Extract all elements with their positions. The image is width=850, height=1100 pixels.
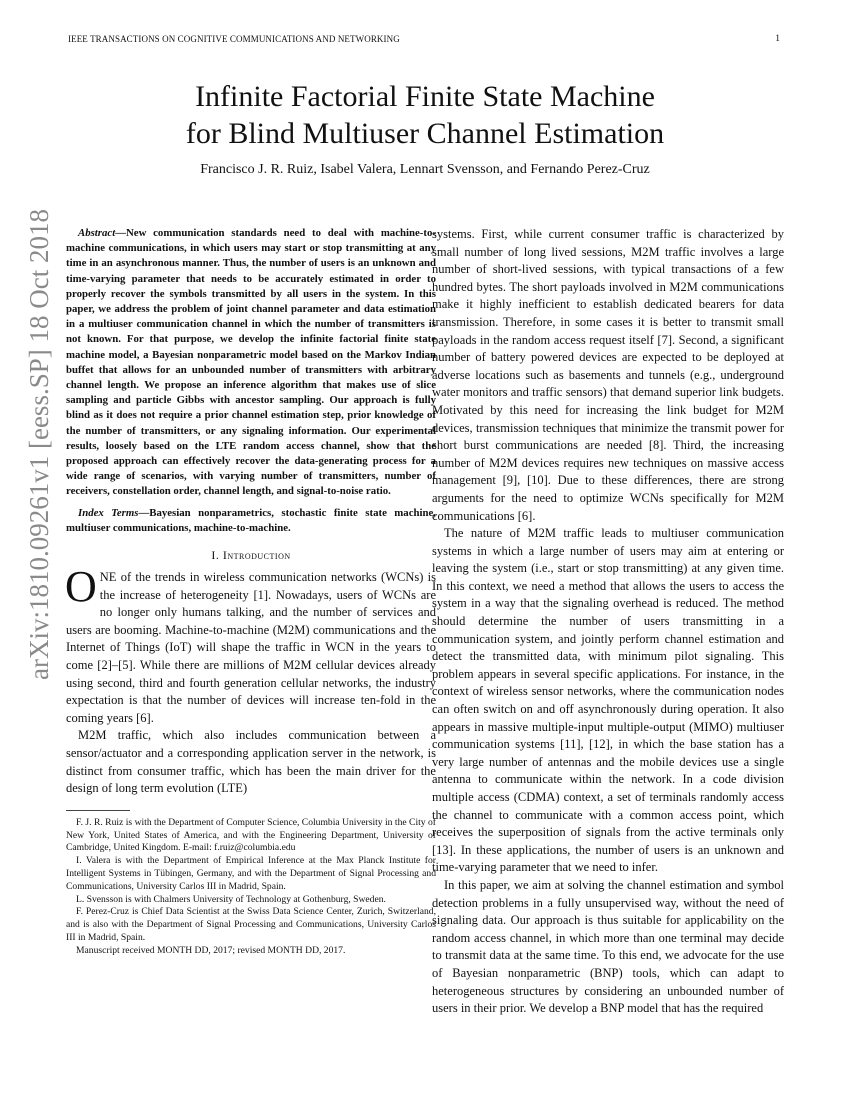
arxiv-stamp-text: arXiv:1810.09261v1 [eess.SP] 18 Oct 2018 <box>24 209 54 680</box>
running-head: IEEE TRANSACTIONS ON COGNITIVE COMMUNICATIONS AND NETWORKING <box>68 34 400 44</box>
footnote-ruiz: F. J. R. Ruiz is with the Department of Computer Science, Columbia University in the City of New York, United States of America, and with the Engineering Department, University of Cambridge, United Kingdom. E-mail: f.ruiz@columbia.edu <box>66 816 436 854</box>
footnote-perez-cruz: F. Perez-Cruz is Chief Data Scientist at the Swiss Data Science Center, Zurich, Switzerland, and is also with the Department of Signal Processing and Communications, University Carlos III in Madrid, Spain. <box>66 906 436 943</box>
abstract-text: —New communication standards need to deal with machine-to-machine communications, in which users may start or stop transmitting at any time in an asynchronous manner. Thus, the number of users is an unknown and time-varying parameter that needs to be accurately estimated in order to properly recover the symbols transmitted by all users in the system. In this paper, we address the problem of joint channel parameter and data estimation in a multiuser communication channel in which the number of transmitters is not known. For that purpose, we develop the infinite factorial finite state machine model, a Bayesian nonparametric model based on the Markov Indian buffet that allows for an unbounded number of transmitters with arbitrary channel length. We propose an inference algorithm that makes use of slice sampling and particle Gibbs with ancestor sampling. Our approach is fully blind as it does not require a prior channel estimation step, prior knowledge of the number of transmitters, or any signaling information. Our experimental results, loosely based on the LTE random access channel, show that the proposed approach can effectively recover the data-generating process for a wide range of scenarios, with varying number of transmitters, number of receivers, constellation order, channel length, and signal-to-noise ratio. <box>66 227 436 498</box>
author-list: Francisco J. R. Ruiz, Isabel Valera, Lennart Svensson, and Fernando Perez-Cruz <box>200 162 650 177</box>
abstract-label: Abstract <box>78 227 116 239</box>
footnote-divider <box>66 810 130 811</box>
footnote-manuscript: Manuscript received MONTH DD, 2017; revised MONTH DD, 2017. <box>76 944 346 956</box>
right-column <box>432 226 784 1018</box>
index-terms <box>66 506 436 536</box>
title-line-1: Infinite Factorial Finite State Machine <box>195 80 655 113</box>
intro-paragraph-2: M2M traffic, which also includes communication between a sensor/actuator and a corresponding application server in the network, is distinct from consumer traffic, which has been the main driver for the design of long term evolution (LTE) <box>66 728 436 796</box>
dropcap: O <box>65 562 97 612</box>
section-heading-introduction: I. Introduction <box>211 548 291 563</box>
index-terms-text: —Bayesian nonparametrics, stochastic finite state machine, multiuser communications, machine-to-machine. <box>66 506 436 534</box>
right-paragraph-1: systems. First, while current consumer traffic is characterized by small number of long lived sessions, M2M traffic involves a large number of short-lived sessions, with typical transactions of a few hundred bytes. The short payloads involved in M2M communications make it highly inefficient to establish dedicated bearers for data transmission. Therefore, in some cases it is better to transmit small payloads in the random access request itself [7]. Second, a significant number of battery powered devices are expected to be deployed at adverse locations such as basements and tunnels (e.g., underground water monitors and traffic sensors) that demand superior link budgets. Motivated by this need for increasing the link budget for M2M devices, transmission techniques that minimize the transmit power for short burst communications are needed [8]. Third, the increasing number of M2M devices requires new techniques on massive access management [9], [10]. Due to these differences, there are strong arguments for the need to optimize WCNs specifically for M2M communications [6]. <box>432 227 784 523</box>
intro-paragraph-1 <box>65 562 436 727</box>
index-terms-label: Index Terms <box>78 506 139 519</box>
paper-title <box>60 78 790 152</box>
right-paragraph-3: In this paper, we aim at solving the channel estimation and symbol detection problems in a fully unsupervised way, without the need of signaling data. Our approach is thus suitable for applicability on the random access channel, in which more than one terminal may decide to transmit data at the same time. To this end, we advocate for the use of Bayesian nonparametric (BNP) tools, which can adapt to heterogeneous structures by considering an unbounded number of users in their prior. We develop a BNP model that has the required <box>432 877 784 1016</box>
title-line-2: for Blind Multiuser Channel Estimation <box>185 117 665 150</box>
footnote-svensson: L. Svensson is with Chalmers University of Technology at Gothenburg, Sweden. <box>76 893 386 905</box>
page-number: 1 <box>775 34 780 44</box>
intro-paragraph-1-text: NE of the trends in wireless communication networks (WCNs) is the increase of heterogeneity [1]. Nowadays, users of WCNs are no longer only humans talking, and the number of services and users are booming. Machine-to-machine (M2M) communications and the Internet of Things (IoT) will shape the traffic in WCN in the years to come [2]–[5]. While there are millions of M2M cellular devices already using second, third and fourth generation cellular networks, the industry expectation is that the number of devices will increase ten-fold in the coming years [6]. <box>66 570 436 725</box>
left-column <box>66 226 436 958</box>
footnote-valera: I. Valera is with the Department of Empirical Inference at the Max Planck Institute for Intelligent Systems in Tübingen, Germany, and with the Department of Signal Processing and Communications, University Carlos III in Madrid, Spain. <box>66 855 436 892</box>
abstract <box>66 226 436 500</box>
right-paragraph-2: The nature of M2M traffic leads to multiuser communication systems in which a large number of users may aim at entering or leaving the system (i.e., start or stop transmitting) at any given time. In this context, we need a method that allows the users to access the system in a way that the signaling overhead is reduced. The method should determine the number of users transmitting in a communication system, and jointly perform channel estimation and detect the transmitted data, with minimum pilot signaling. This problem appears in several specific applications. For instance, in the context of wireless sensor networks, where the communication nodes can often switch on and off asynchronously during operation. It also appears in massive multiple-input multiple-output (MIMO) multiuser communication systems [11], [12], in which the base station has a very large number of antennas and the mobile devices use a single antenna to communicate within the network. In a code division multiple access (CDMA) context, a set of terminals randomly access the channel to communicate with a common access point, which receives the superposition of signals from the active terminals only [13]. In these applications, the number of users is an unknown and time-varying parameter that we need to infer. <box>432 526 784 875</box>
